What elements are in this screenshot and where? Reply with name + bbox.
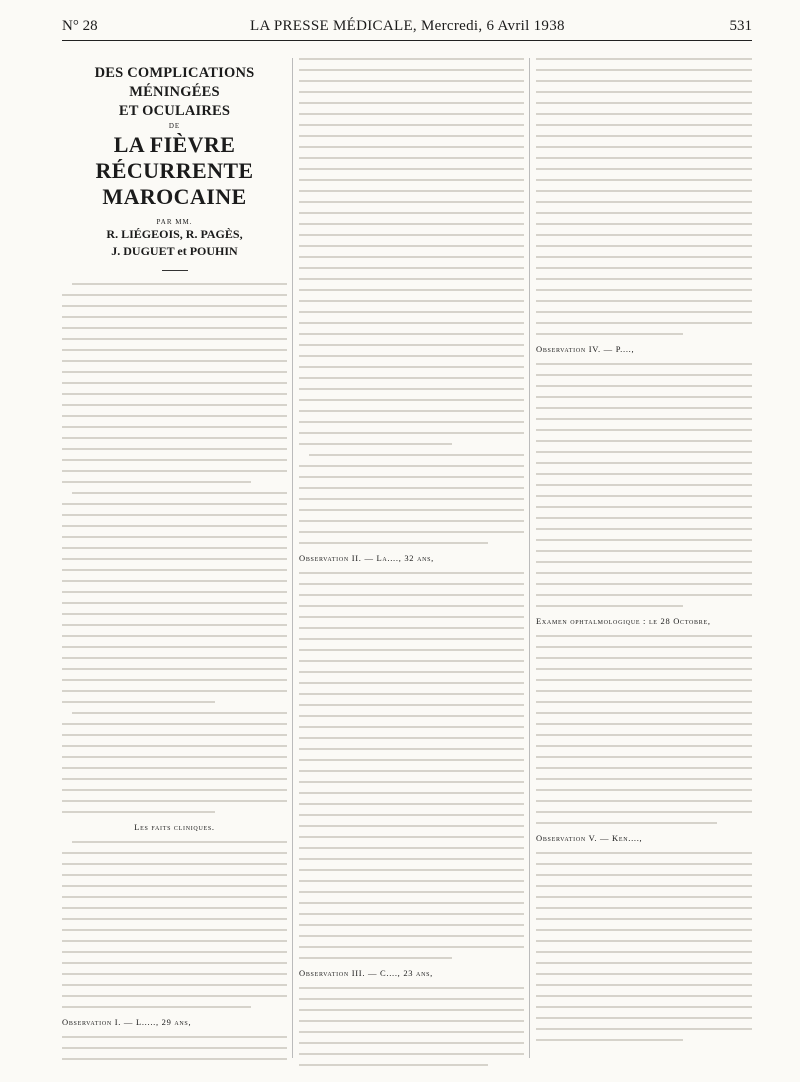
text-line-placeholder (536, 1017, 752, 1019)
section-heading: Examen ophtalmologique : le 28 Octobre, (536, 616, 711, 626)
text-line-placeholder (299, 487, 524, 489)
text-line-placeholder (62, 907, 287, 909)
body-text-illegible (536, 58, 752, 335)
body-text-illegible (62, 841, 287, 1008)
text-line-placeholder (536, 951, 752, 953)
text-line-placeholder (62, 885, 287, 887)
text-line-placeholder (62, 349, 287, 351)
text-line-placeholder (62, 734, 287, 736)
text-line-placeholder (62, 1036, 287, 1038)
text-line-placeholder (536, 668, 752, 670)
text-line-placeholder (62, 338, 287, 340)
text-line-placeholder (62, 558, 287, 560)
text-line-placeholder (299, 1020, 524, 1022)
text-line-placeholder (536, 80, 752, 82)
observation-heading: Observation V. — Ken...., (536, 833, 643, 843)
text-line-placeholder (299, 880, 524, 882)
text-line-placeholder (62, 426, 287, 428)
text-line-placeholder (62, 327, 287, 329)
text-line-placeholder (299, 157, 524, 159)
text-line-placeholder (536, 635, 752, 637)
text-line-placeholder (299, 212, 524, 214)
text-line-placeholder (299, 179, 524, 181)
text-line-placeholder (62, 371, 287, 373)
body-text-illegible (299, 58, 524, 544)
text-line-placeholder (62, 536, 287, 538)
journal-title: LA PRESSE MÉDICALE, Mercredi, 6 Avril 1938 (250, 18, 565, 34)
text-line-placeholder (62, 1047, 287, 1049)
text-line-placeholder (299, 891, 524, 893)
text-line-placeholder (62, 896, 287, 898)
text-line-placeholder (299, 443, 452, 445)
text-line-placeholder (536, 267, 752, 269)
text-line-placeholder (536, 550, 752, 552)
text-line-placeholder (62, 437, 287, 439)
body-text-illegible (62, 1036, 287, 1060)
text-line-placeholder (62, 569, 287, 571)
text-line-placeholder (299, 91, 524, 93)
text-line-placeholder (62, 863, 287, 865)
text-line-placeholder (299, 465, 524, 467)
text-line-placeholder (536, 690, 752, 692)
text-line-placeholder (62, 602, 287, 604)
text-line-placeholder (536, 462, 752, 464)
text-line-placeholder (299, 223, 524, 225)
text-line-placeholder (536, 745, 752, 747)
text-line-placeholder (536, 374, 752, 376)
text-line-placeholder (536, 407, 752, 409)
text-line-placeholder (536, 91, 752, 93)
text-line-placeholder (299, 616, 524, 618)
text-line-placeholder (299, 58, 524, 60)
text-line-placeholder (62, 481, 251, 483)
text-line-placeholder (536, 385, 752, 387)
text-line-placeholder (536, 429, 752, 431)
text-line-placeholder (299, 476, 524, 478)
text-line-placeholder (299, 792, 524, 794)
text-line-placeholder (62, 657, 287, 659)
text-line-placeholder (536, 1028, 752, 1030)
text-line-placeholder (536, 679, 752, 681)
text-line-placeholder (536, 484, 752, 486)
text-line-placeholder (62, 448, 287, 450)
text-line-placeholder (536, 58, 752, 60)
text-line-placeholder (62, 778, 287, 780)
text-line-placeholder (62, 591, 287, 593)
text-line-placeholder (536, 278, 752, 280)
text-line-placeholder (62, 470, 287, 472)
text-line-placeholder (299, 432, 524, 434)
text-line-placeholder (299, 322, 524, 324)
observation-heading: Observation IV. — P...., (536, 344, 635, 354)
text-line-placeholder (536, 896, 752, 898)
text-line-placeholder (299, 102, 524, 104)
text-line-placeholder (299, 836, 524, 838)
text-line-placeholder (299, 660, 524, 662)
text-line-placeholder (299, 946, 524, 948)
text-line-placeholder (536, 212, 752, 214)
header-rule (62, 40, 752, 41)
text-line-placeholder (299, 704, 524, 706)
text-line-placeholder (299, 399, 524, 401)
text-line-placeholder (62, 646, 287, 648)
text-line-placeholder (62, 382, 287, 384)
text-line-placeholder (299, 627, 524, 629)
text-line-placeholder (299, 421, 524, 423)
text-line-placeholder (299, 583, 524, 585)
text-line-placeholder (299, 366, 524, 368)
text-line-placeholder (62, 874, 287, 876)
text-line-placeholder (62, 940, 287, 942)
column-separator (292, 58, 293, 1058)
text-line-placeholder (62, 580, 287, 582)
text-line-placeholder (536, 918, 752, 920)
text-line-placeholder (536, 822, 717, 824)
text-line-placeholder (62, 756, 287, 758)
text-line-placeholder (62, 1006, 251, 1008)
text-line-placeholder (299, 803, 524, 805)
text-line-placeholder (62, 951, 287, 953)
text-line-placeholder (536, 767, 752, 769)
text-line-placeholder (299, 377, 524, 379)
body-text-illegible (299, 572, 524, 959)
text-line-placeholder (62, 393, 287, 395)
text-line-placeholder (536, 594, 752, 596)
text-line-placeholder (299, 987, 524, 989)
text-line-placeholder (309, 454, 524, 456)
text-line-placeholder (62, 690, 287, 692)
text-line-placeholder (536, 561, 752, 563)
text-line-placeholder (536, 995, 752, 997)
text-line-placeholder (536, 929, 752, 931)
article-title: MAROCAINE (102, 184, 247, 209)
text-line-placeholder (536, 363, 752, 365)
text-line-placeholder (536, 885, 752, 887)
text-line-placeholder (62, 767, 287, 769)
text-line-placeholder (536, 863, 752, 865)
text-line-placeholder (62, 459, 287, 461)
observation-heading: Observation III. — C...., 23 ans, (299, 968, 433, 978)
text-line-placeholder (536, 789, 752, 791)
text-line-placeholder (299, 693, 524, 695)
text-line-placeholder (62, 1058, 287, 1060)
text-line-placeholder (299, 135, 524, 137)
article-par: PAR MM. (156, 218, 193, 226)
body-text-illegible (62, 283, 287, 813)
text-line-placeholder (299, 289, 524, 291)
text-line-placeholder (536, 440, 752, 442)
text-line-placeholder (62, 360, 287, 362)
text-line-placeholder (62, 995, 287, 997)
text-line-placeholder (299, 344, 524, 346)
column-right (536, 58, 752, 1050)
text-line-placeholder (536, 223, 752, 225)
article-authors: J. DUGUET et POUHIN (111, 244, 238, 258)
text-line-placeholder (62, 701, 215, 703)
article-kicker: ET OCULAIRES (118, 103, 231, 119)
text-line-placeholder (299, 80, 524, 82)
text-line-placeholder (299, 498, 524, 500)
article-authors: R. LIÉGEOIS, R. PAGÈS, (106, 227, 243, 241)
text-line-placeholder (299, 168, 524, 170)
text-line-placeholder (536, 973, 752, 975)
text-line-placeholder (536, 852, 752, 854)
text-line-placeholder (536, 1006, 752, 1008)
text-line-placeholder (299, 278, 524, 280)
text-line-placeholder (299, 682, 524, 684)
observation-heading: Observation I. — L....., 29 ans, (62, 1017, 192, 1027)
page-header (62, 14, 752, 38)
text-line-placeholder (62, 929, 287, 931)
text-line-placeholder (299, 847, 524, 849)
text-line-placeholder (536, 418, 752, 420)
text-line-placeholder (536, 124, 752, 126)
text-line-placeholder (299, 234, 524, 236)
text-line-placeholder (299, 759, 524, 761)
text-line-placeholder (536, 657, 752, 659)
section-heading: Les faits cliniques. (134, 822, 215, 832)
text-line-placeholder (536, 539, 752, 541)
text-line-placeholder (536, 778, 752, 780)
text-line-placeholder (62, 984, 287, 986)
text-line-placeholder (536, 289, 752, 291)
text-line-placeholder (299, 715, 524, 717)
text-line-placeholder (62, 514, 287, 516)
column-separator (529, 58, 530, 1058)
text-line-placeholder (62, 679, 287, 681)
article-title-block (62, 64, 287, 271)
article-kicker: DES COMPLICATIONS MÉNINGÉES (94, 65, 255, 100)
text-line-placeholder (62, 305, 287, 307)
text-line-placeholder (536, 874, 752, 876)
text-line-placeholder (299, 1009, 524, 1011)
text-line-placeholder (62, 789, 287, 791)
text-line-placeholder (536, 451, 752, 453)
text-line-placeholder (299, 201, 524, 203)
text-line-placeholder (299, 902, 524, 904)
text-line-placeholder (536, 734, 752, 736)
text-line-placeholder (62, 294, 287, 296)
text-line-placeholder (536, 506, 752, 508)
text-line-placeholder (536, 179, 752, 181)
text-line-placeholder (299, 770, 524, 772)
text-line-placeholder (299, 520, 524, 522)
text-line-placeholder (536, 201, 752, 203)
text-line-placeholder (62, 668, 287, 670)
text-line-placeholder (62, 613, 287, 615)
text-line-placeholder (299, 858, 524, 860)
text-line-placeholder (536, 1039, 683, 1041)
text-line-placeholder (536, 473, 752, 475)
text-line-placeholder (536, 723, 752, 725)
text-line-placeholder (299, 1064, 488, 1066)
text-line-placeholder (536, 113, 752, 115)
text-line-placeholder (299, 605, 524, 607)
text-line-placeholder (299, 69, 524, 71)
text-line-placeholder (62, 635, 287, 637)
text-line-placeholder (536, 311, 752, 313)
text-line-placeholder (536, 168, 752, 170)
body-text-illegible (536, 852, 752, 1041)
text-line-placeholder (536, 300, 752, 302)
text-line-placeholder (62, 525, 287, 527)
text-line-placeholder (62, 316, 287, 318)
text-line-placeholder (299, 300, 524, 302)
observation-heading: Observation II. — La...., 32 ans, (299, 553, 435, 563)
text-line-placeholder (536, 102, 752, 104)
text-line-placeholder (299, 748, 524, 750)
text-line-placeholder (62, 404, 287, 406)
text-line-placeholder (299, 957, 452, 959)
body-text-illegible (536, 363, 752, 607)
text-line-placeholder (299, 388, 524, 390)
text-line-placeholder (536, 190, 752, 192)
text-line-placeholder (299, 594, 524, 596)
text-line-placeholder (536, 322, 752, 324)
text-line-placeholder (299, 1042, 524, 1044)
text-line-placeholder (299, 924, 524, 926)
text-line-placeholder (299, 113, 524, 115)
text-line-placeholder (72, 492, 287, 494)
column-middle (299, 58, 524, 1075)
text-line-placeholder (536, 940, 752, 942)
text-line-placeholder (536, 800, 752, 802)
text-line-placeholder (299, 311, 524, 313)
text-line-placeholder (62, 962, 287, 964)
text-line-placeholder (299, 935, 524, 937)
text-line-placeholder (62, 800, 287, 802)
text-line-placeholder (299, 825, 524, 827)
text-line-placeholder (536, 811, 752, 813)
text-line-placeholder (299, 638, 524, 640)
text-line-placeholder (299, 572, 524, 574)
text-line-placeholder (299, 124, 524, 126)
text-line-placeholder (299, 869, 524, 871)
text-line-placeholder (62, 973, 287, 975)
text-line-placeholder (62, 811, 215, 813)
text-line-placeholder (299, 333, 524, 335)
article-title: LA FIÈVRE RÉCURRENTE (95, 132, 254, 183)
text-line-placeholder (299, 542, 488, 544)
text-line-placeholder (62, 503, 287, 505)
text-line-placeholder (299, 531, 524, 533)
text-line-placeholder (299, 726, 524, 728)
body-text-illegible (536, 635, 752, 824)
text-line-placeholder (299, 267, 524, 269)
text-line-placeholder (62, 745, 287, 747)
page-number-left: N° 28 (62, 18, 98, 34)
text-line-placeholder (72, 283, 287, 285)
text-line-placeholder (299, 737, 524, 739)
text-line-placeholder (536, 333, 683, 335)
text-line-placeholder (62, 852, 287, 854)
body-text-illegible (299, 987, 524, 1066)
text-line-placeholder (536, 583, 752, 585)
text-line-placeholder (536, 69, 752, 71)
text-line-placeholder (299, 998, 524, 1000)
text-line-placeholder (536, 962, 752, 964)
text-line-placeholder (536, 984, 752, 986)
text-line-placeholder (536, 495, 752, 497)
text-line-placeholder (536, 646, 752, 648)
text-line-placeholder (299, 190, 524, 192)
text-line-placeholder (299, 355, 524, 357)
text-line-placeholder (299, 814, 524, 816)
text-line-placeholder (62, 624, 287, 626)
text-line-placeholder (299, 781, 524, 783)
text-line-placeholder (62, 918, 287, 920)
text-line-placeholder (536, 396, 752, 398)
text-line-placeholder (62, 723, 287, 725)
title-divider (162, 270, 188, 271)
text-line-placeholder (536, 234, 752, 236)
text-line-placeholder (62, 547, 287, 549)
text-line-placeholder (299, 146, 524, 148)
text-line-placeholder (536, 712, 752, 714)
text-line-placeholder (299, 671, 524, 673)
text-line-placeholder (536, 756, 752, 758)
text-line-placeholder (536, 256, 752, 258)
text-line-placeholder (299, 1053, 524, 1055)
text-line-placeholder (299, 913, 524, 915)
text-line-placeholder (299, 509, 524, 511)
text-line-placeholder (299, 256, 524, 258)
text-line-placeholder (536, 157, 752, 159)
text-line-placeholder (536, 907, 752, 909)
text-line-placeholder (62, 415, 287, 417)
text-line-placeholder (299, 410, 524, 412)
text-line-placeholder (536, 572, 752, 574)
text-line-placeholder (536, 701, 752, 703)
text-line-placeholder (536, 146, 752, 148)
text-line-placeholder (536, 135, 752, 137)
text-line-placeholder (72, 841, 287, 843)
text-line-placeholder (536, 517, 752, 519)
text-line-placeholder (536, 528, 752, 530)
page-number-right: 531 (729, 18, 752, 34)
text-line-placeholder (299, 1031, 524, 1033)
text-line-placeholder (299, 245, 524, 247)
column-left (62, 58, 287, 1069)
text-line-placeholder (536, 245, 752, 247)
text-line-placeholder (72, 712, 287, 714)
text-line-placeholder (299, 649, 524, 651)
article-kicker-de: DE (168, 122, 181, 130)
text-line-placeholder (536, 605, 683, 607)
